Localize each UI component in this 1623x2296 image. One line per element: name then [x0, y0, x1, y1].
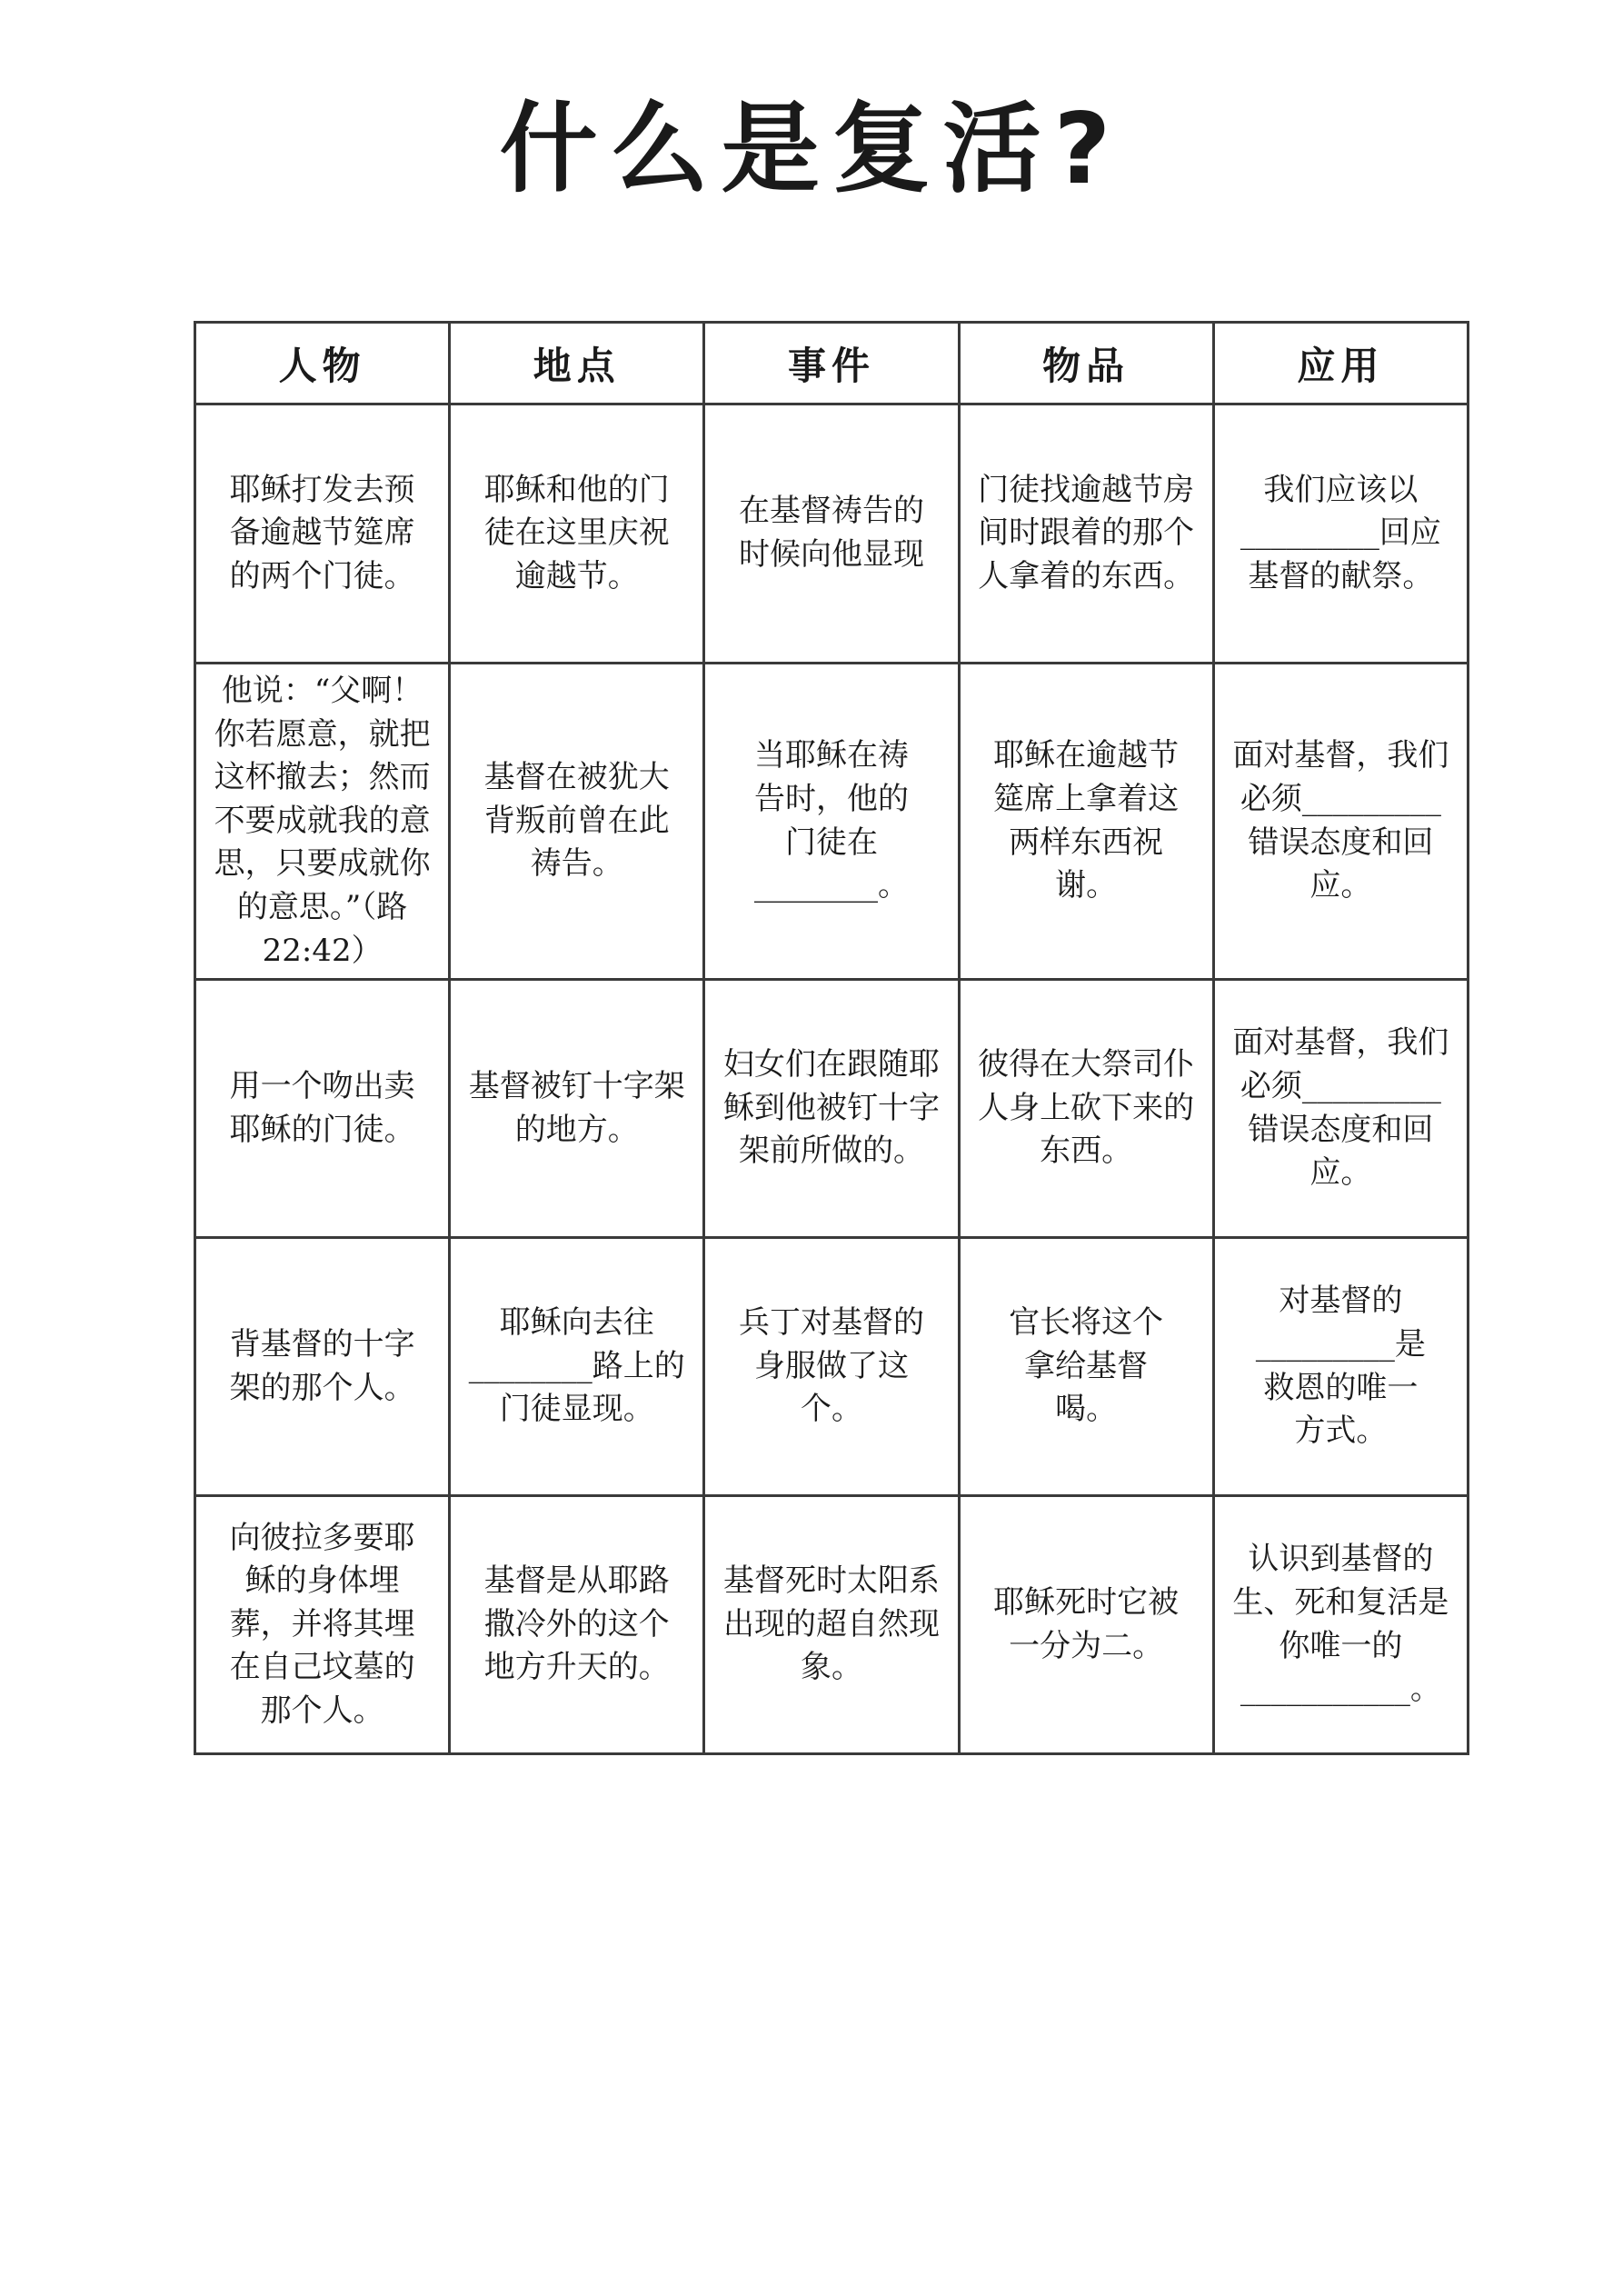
grid-cell: 面对基督，我们 必须_________ 错误态度和回 应。 — [1213, 980, 1468, 1238]
table-row — [195, 404, 1469, 664]
bingo-grid — [194, 321, 1469, 1755]
grid-cell: 耶稣向去往 ________路上的 门徒显现。 — [450, 1238, 704, 1496]
grid-cell: 背基督的十字 架的那个人。 — [195, 1238, 450, 1496]
table-row — [195, 664, 1469, 980]
grid-cell: 耶稣和他的门 徒在这里庆祝 逾越节。 — [450, 404, 704, 664]
grid-cell: 用一个吻出卖 耶稣的门徒。 — [195, 980, 450, 1238]
header-characters: 人物 — [195, 323, 450, 404]
table-row — [195, 1496, 1469, 1754]
grid-cell: 官长将这个 拿给基督 喝。 — [959, 1238, 1213, 1496]
grid-cell: 基督在被犹大 背叛前曾在此 祷告。 — [450, 664, 704, 980]
grid-cell: 基督死时太阳系 出现的超自然现 象。 — [704, 1496, 959, 1754]
header-row — [195, 323, 1469, 404]
grid-cell: 我们应该以 _________回应 基督的献祭。 — [1213, 404, 1468, 664]
grid-cell: 向彼拉多要耶 稣的身体埋 葬，并将其埋 在自己坟墓的 那个人。 — [195, 1496, 450, 1754]
grid-cell: 在基督祷告的 时候向他显现 — [704, 404, 959, 664]
grid-cell: 面对基督，我们 必须_________ 错误态度和回 应。 — [1213, 664, 1468, 980]
grid-cell: 认识到基督的 生、死和复活是 你唯一的 ___________。 — [1213, 1496, 1468, 1754]
grid-cell: 妇女们在跟随耶 稣到他被钉十字 架前所做的。 — [704, 980, 959, 1238]
grid-cell: 耶稣在逾越节 筵席上拿着这 两样东西祝 谢。 — [959, 664, 1213, 980]
table-row — [195, 1238, 1469, 1496]
grid-cell: 门徒找逾越节房 间时跟着的那个 人拿着的东西。 — [959, 404, 1213, 664]
header-application: 应用 — [1213, 323, 1468, 404]
header-events: 事件 — [704, 323, 959, 404]
grid-cell: 当耶稣在祷 告时，他的 门徒在 ________。 — [704, 664, 959, 980]
grid-cell: 彼得在大祭司仆 人身上砍下来的 东西。 — [959, 980, 1213, 1238]
grid-cell: 对基督的 _________是 救恩的唯一 方式。 — [1213, 1238, 1468, 1496]
grid-cell: 基督是从耶路 撒冷外的这个 地方升天的。 — [450, 1496, 704, 1754]
grid-cell: 兵丁对基督的 身服做了这 个。 — [704, 1238, 959, 1496]
page-title: 什么是复活? — [499, 93, 1124, 206]
header-places: 地点 — [450, 323, 704, 404]
grid-cell: 基督被钉十字架 的地方。 — [450, 980, 704, 1238]
table-row — [195, 980, 1469, 1238]
header-objects: 物品 — [959, 323, 1213, 404]
grid-cell: 他说：“父啊！ 你若愿意，就把 这杯撤去；然而 不要成就我的意 思，只要成就你 的意思。”（路 22:42） — [195, 664, 450, 980]
grid-cell: 耶稣死时它被 一分为二。 — [959, 1496, 1213, 1754]
grid-cell: 耶稣打发去预 备逾越节筵席 的两个门徒。 — [195, 404, 450, 664]
